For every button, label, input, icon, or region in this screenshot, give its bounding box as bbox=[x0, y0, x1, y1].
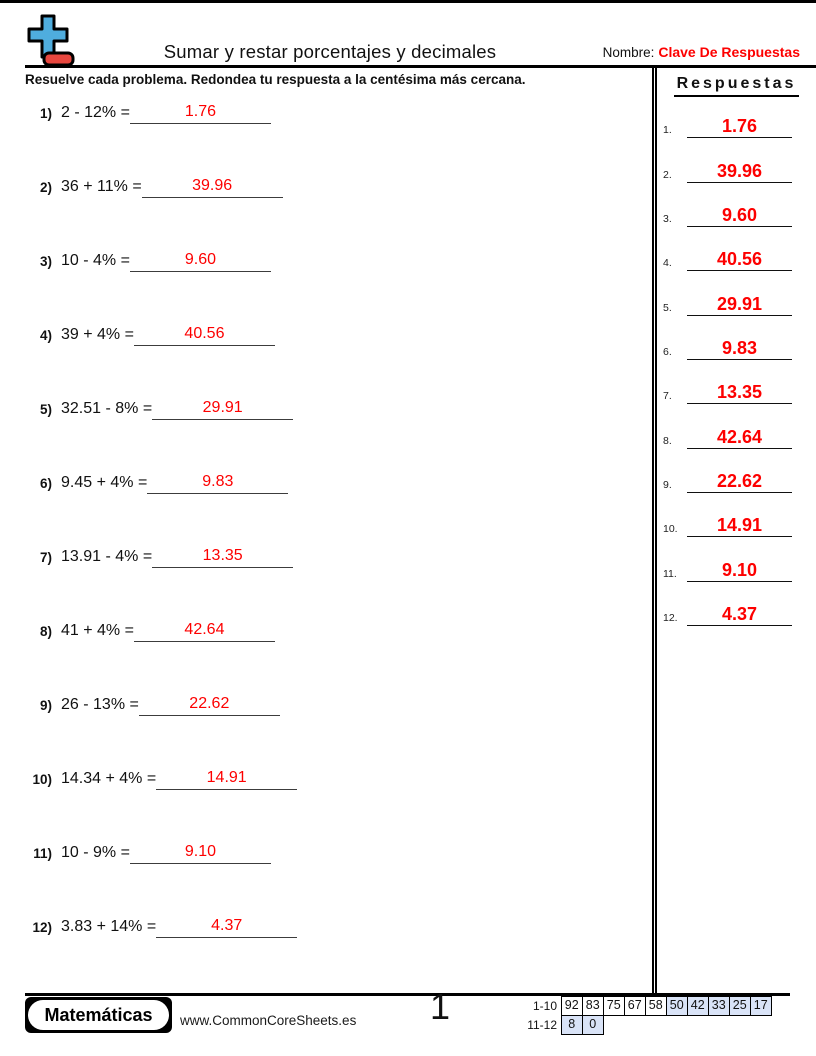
score-cell: 17 bbox=[750, 996, 773, 1016]
name-value: Clave De Respuestas bbox=[658, 44, 800, 60]
answer-item bbox=[663, 493, 792, 537]
answer-value: 40.56 bbox=[687, 250, 792, 271]
answer-index: 1. bbox=[663, 124, 672, 137]
problem-expression: 3.83 + 14% = bbox=[61, 918, 157, 935]
problem-expression: 10 - 9% = bbox=[61, 844, 130, 861]
answer-value: 22.62 bbox=[687, 472, 792, 493]
brand-label: Matemáticas bbox=[28, 1000, 169, 1030]
problem-number: 9) bbox=[39, 698, 52, 713]
problems-area bbox=[28, 96, 628, 996]
score-row-2-label: 11-12 bbox=[527, 1017, 557, 1032]
answer-index: 12. bbox=[663, 611, 678, 624]
problem-number: 8) bbox=[39, 624, 52, 639]
problem-number: 1) bbox=[39, 106, 52, 121]
score-cell: 0 bbox=[582, 1015, 605, 1035]
answer-line: 22.62 bbox=[139, 696, 280, 716]
answer-item bbox=[663, 404, 792, 448]
problem-row bbox=[28, 688, 280, 716]
problem-number: 4) bbox=[39, 328, 52, 343]
answer-line: 1.76 bbox=[130, 104, 271, 124]
answer-item bbox=[663, 360, 792, 404]
answer-value: 39.96 bbox=[687, 162, 792, 183]
page-top-border bbox=[0, 0, 816, 3]
problem-expression: 32.51 - 8% = bbox=[61, 400, 153, 417]
page-title: Sumar y restar porcentajes y decimales bbox=[163, 41, 497, 62]
answer-line: 4.37 bbox=[156, 918, 297, 938]
score-cell: 75 bbox=[603, 996, 626, 1016]
answer-value: 4.37 bbox=[687, 605, 792, 626]
answer-line: 13.35 bbox=[152, 548, 293, 568]
instruction-text: Resuelve cada problema. Redondea tu respuesta a la centésima más cercana. bbox=[25, 72, 526, 87]
problem-number: 2) bbox=[39, 180, 52, 195]
answer-item bbox=[663, 271, 792, 315]
answer-line: 40.56 bbox=[134, 326, 275, 346]
problem-expression: 13.91 - 4% = bbox=[61, 548, 153, 565]
problem-number: 10) bbox=[32, 772, 52, 787]
answer-item bbox=[663, 94, 792, 138]
answer-item bbox=[663, 449, 792, 493]
answer-item bbox=[663, 537, 792, 581]
answer-value: 1.76 bbox=[687, 117, 792, 138]
problem-number: 6) bbox=[39, 476, 52, 491]
plus-minus-icon bbox=[24, 13, 76, 69]
plus-minus-logo bbox=[24, 13, 76, 69]
problem-number: 5) bbox=[39, 402, 52, 417]
problem-row bbox=[28, 318, 275, 346]
answer-value: 29.91 bbox=[687, 295, 792, 316]
score-cell: 50 bbox=[666, 996, 689, 1016]
score-table bbox=[488, 996, 772, 1035]
problem-number: 3) bbox=[39, 254, 52, 269]
answer-index: 2. bbox=[663, 168, 672, 181]
problem-expression: 9.45 + 4% = bbox=[61, 474, 148, 491]
answer-item bbox=[663, 316, 792, 360]
problem-expression: 39 + 4% = bbox=[61, 326, 134, 343]
answer-index: 4. bbox=[663, 257, 672, 270]
answer-index: 11. bbox=[663, 567, 677, 580]
problem-row bbox=[28, 466, 288, 494]
answer-line: 14.91 bbox=[156, 770, 297, 790]
problem-expression: 14.34 + 4% = bbox=[61, 770, 157, 787]
brand-logo bbox=[25, 997, 172, 1033]
problem-number: 11) bbox=[33, 846, 52, 861]
problem-row bbox=[28, 614, 275, 642]
answer-index: 6. bbox=[663, 345, 672, 358]
problem-row bbox=[28, 244, 271, 272]
problem-row bbox=[28, 392, 293, 420]
problem-row bbox=[28, 910, 297, 938]
answer-item bbox=[663, 582, 792, 626]
answer-line: 39.96 bbox=[142, 178, 283, 198]
problem-row bbox=[28, 540, 293, 568]
score-cell: 8 bbox=[561, 1015, 584, 1035]
answer-value: 42.64 bbox=[687, 428, 792, 449]
answers-list bbox=[663, 94, 792, 626]
answer-line: 9.83 bbox=[147, 474, 288, 494]
score-cell: 92 bbox=[561, 996, 584, 1016]
score-cell: 67 bbox=[624, 996, 647, 1016]
problem-expression: 36 + 11% = bbox=[61, 178, 142, 195]
answer-line: 29.91 bbox=[152, 400, 293, 420]
problem-expression: 2 - 12% = bbox=[61, 104, 130, 121]
score-cell: 25 bbox=[729, 996, 752, 1016]
problem-row bbox=[28, 96, 271, 124]
answers-panel-title: Respuestas bbox=[674, 75, 800, 97]
problem-expression: 26 - 13% = bbox=[61, 696, 139, 713]
page-number: 1 bbox=[429, 986, 451, 1027]
answer-item bbox=[663, 227, 792, 271]
problem-expression: 10 - 4% = bbox=[61, 252, 130, 269]
problem-number: 7) bbox=[39, 550, 52, 565]
answer-index: 9. bbox=[663, 478, 672, 491]
answer-value: 9.83 bbox=[687, 339, 792, 360]
answer-index: 10. bbox=[663, 523, 678, 536]
problem-row bbox=[28, 762, 297, 790]
score-row-1-label: 1-10 bbox=[532, 999, 557, 1013]
answer-line: 42.64 bbox=[134, 622, 275, 642]
score-cell: 58 bbox=[645, 996, 668, 1016]
score-row-2 bbox=[488, 1015, 772, 1035]
problem-row bbox=[28, 170, 283, 198]
answer-index: 3. bbox=[663, 212, 672, 225]
score-cell: 83 bbox=[582, 996, 605, 1016]
answer-value: 9.10 bbox=[687, 561, 792, 582]
name-label: Nombre: bbox=[602, 45, 655, 60]
answer-index: 8. bbox=[663, 434, 672, 447]
answer-value: 9.60 bbox=[687, 206, 792, 227]
answer-index: 7. bbox=[663, 390, 672, 403]
score-cell: 42 bbox=[687, 996, 710, 1016]
answer-index: 5. bbox=[663, 301, 672, 314]
problem-number: 12) bbox=[32, 920, 52, 935]
score-row-1 bbox=[488, 996, 772, 1016]
website-url: www.CommonCoreSheets.es bbox=[180, 1013, 357, 1028]
answers-panel bbox=[652, 67, 816, 994]
answer-item bbox=[663, 183, 792, 227]
score-cell: 33 bbox=[708, 996, 731, 1016]
problem-expression: 41 + 4% = bbox=[61, 622, 134, 639]
answer-value: 13.35 bbox=[687, 383, 792, 404]
answer-value: 14.91 bbox=[687, 516, 792, 537]
answer-item bbox=[663, 138, 792, 182]
name-row bbox=[603, 44, 800, 60]
answer-line: 9.60 bbox=[130, 252, 271, 272]
answer-line: 9.10 bbox=[130, 844, 271, 864]
problem-row bbox=[28, 836, 271, 864]
